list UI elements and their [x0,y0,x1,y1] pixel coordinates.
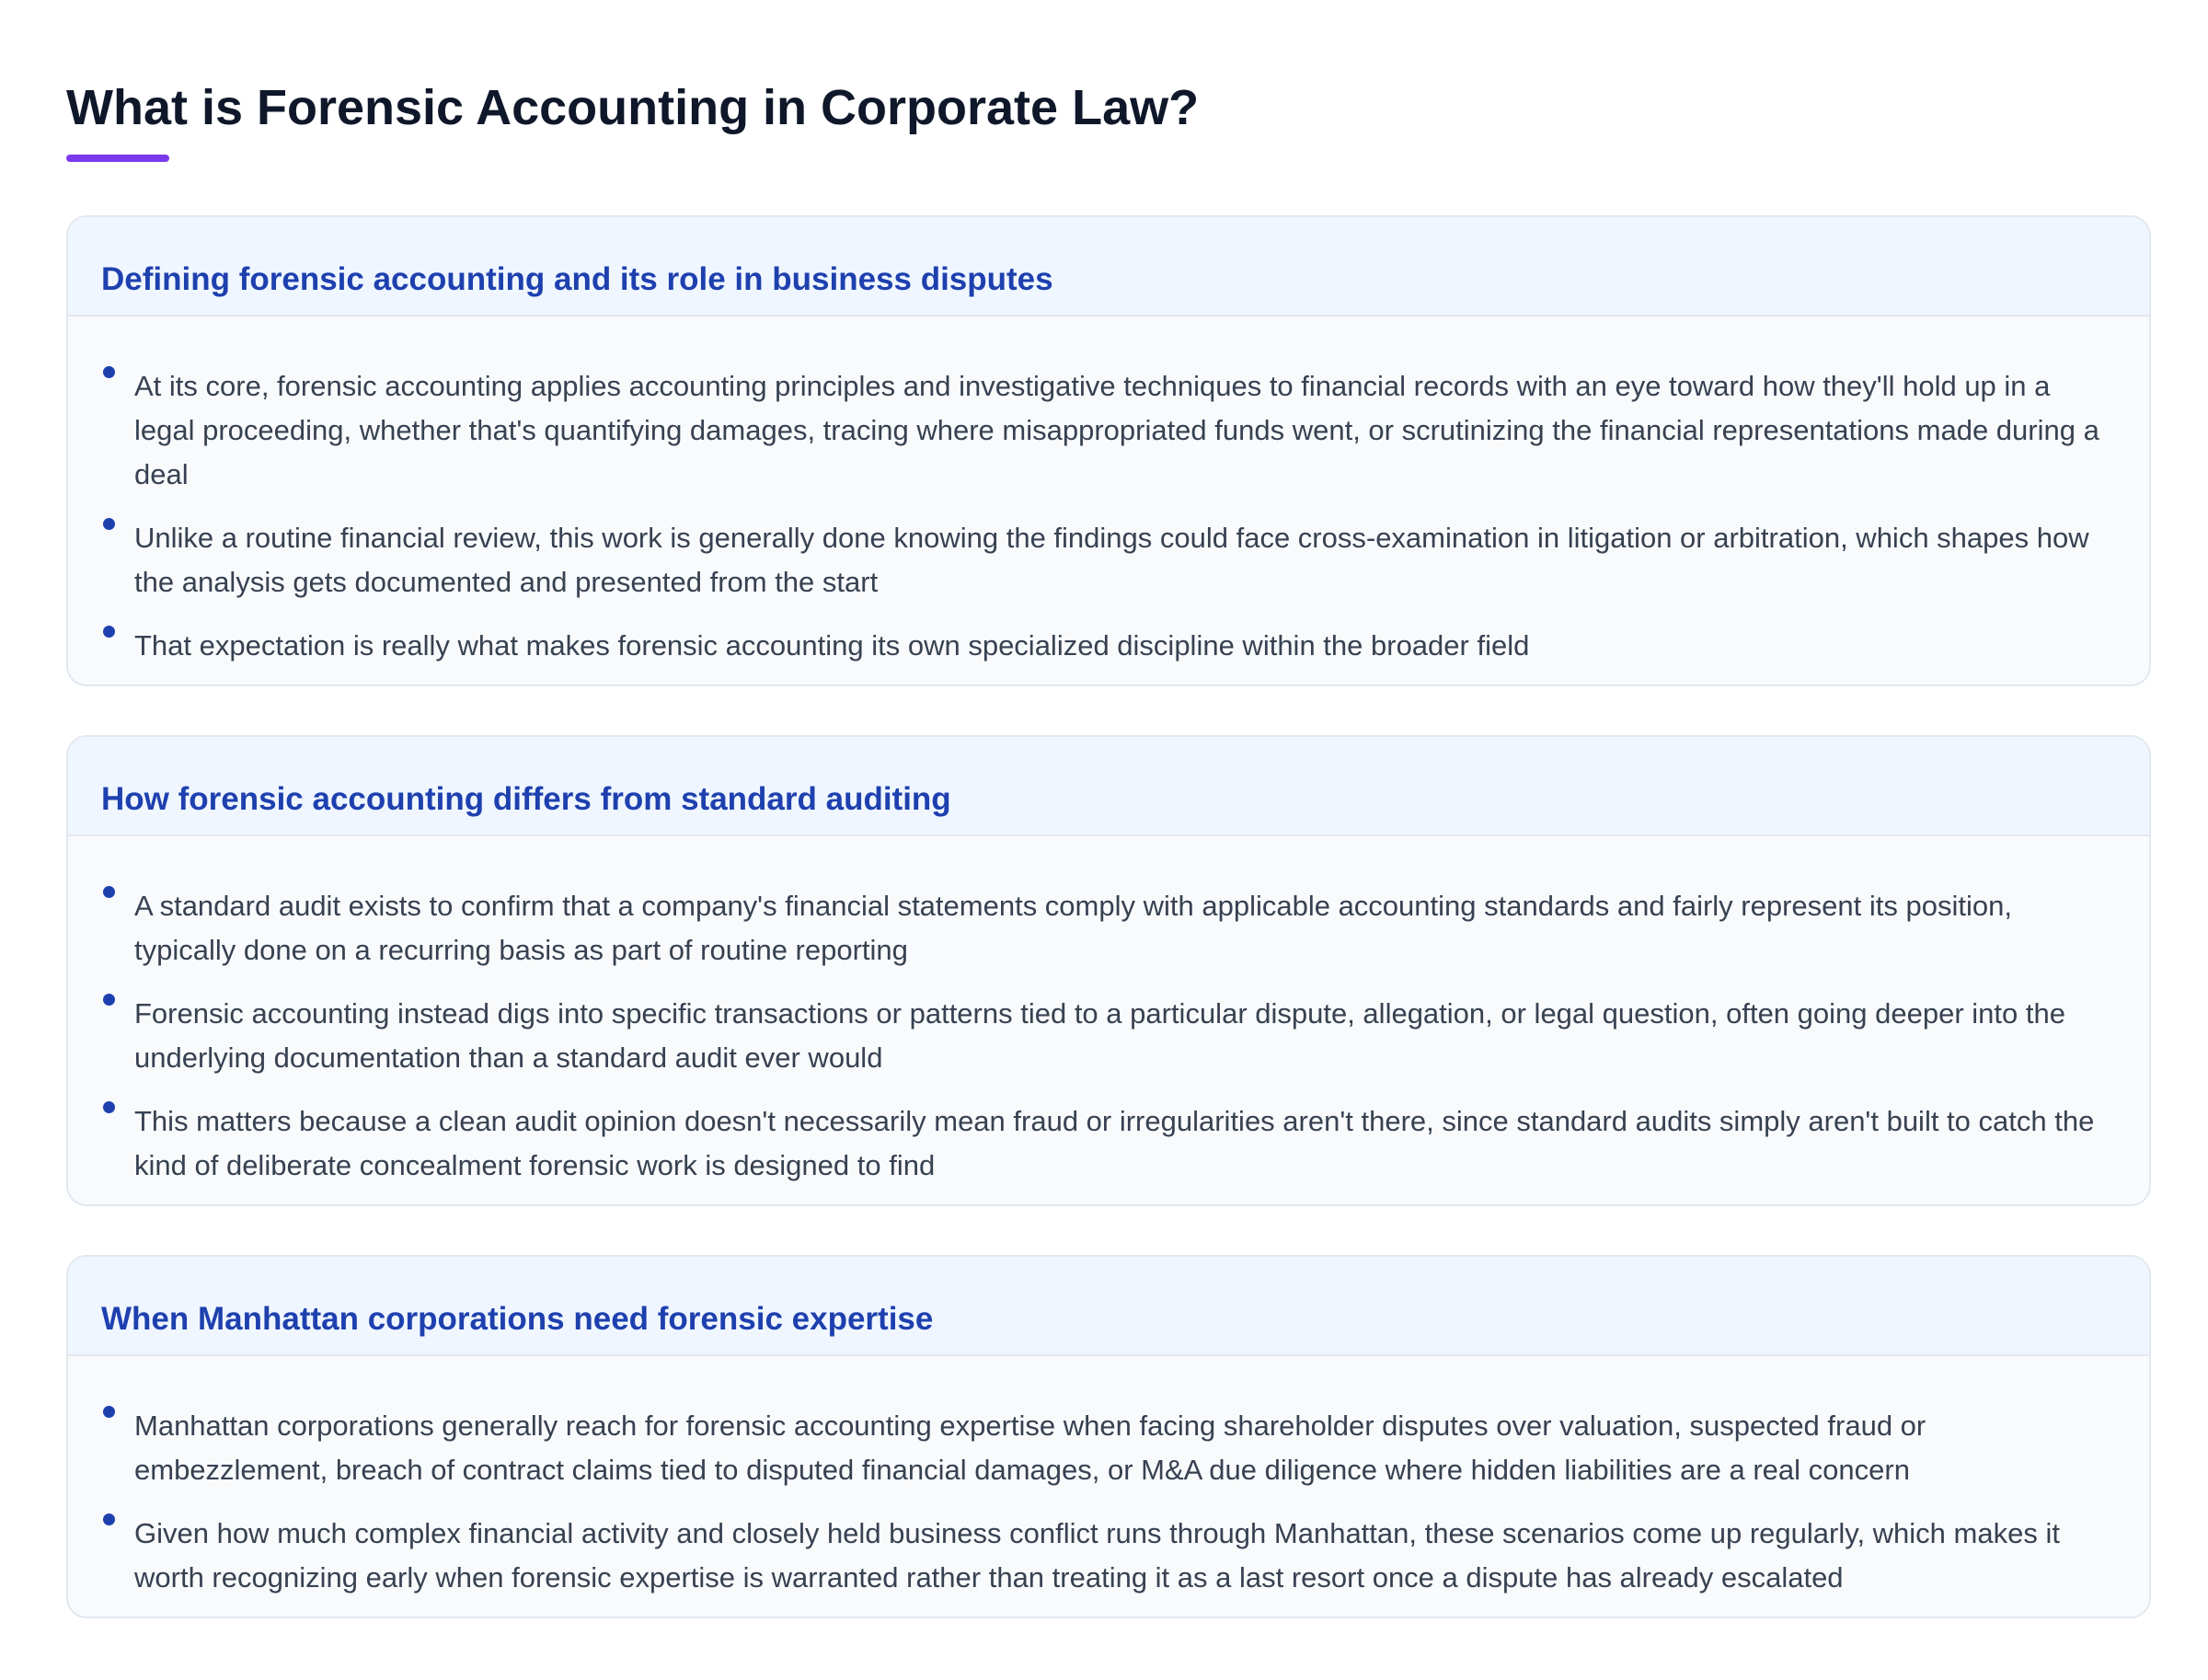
section-body [68,1356,2149,1617]
page-title: What is Forensic Accounting in Corporate Law? [66,80,1200,135]
bullet-item [101,1404,2116,1492]
bullet-dot-icon [103,1406,115,1418]
bullet-dot-icon [103,886,115,898]
section-header [68,1257,2149,1356]
bullet-text: Given how much complex financial activity and closely held business conflict runs through Manhattan, these scenarios come up regularly, which makes it worth recognizing early when forensic expertise is warranted rather than treating it as a last resort once a dispute has already escalated [134,1517,2060,1594]
section-body [68,316,2149,685]
section-card-manhattan [66,1255,2151,1618]
bullet-item [101,992,2116,1080]
bullet-dot-icon [103,1513,115,1525]
section-body [68,836,2149,1204]
section-header [68,737,2149,836]
bullet-text: At its core, forensic accounting applies accounting principles and investigative techniques to financial records with an eye toward how they'll hold up in a legal proceeding, whether that's quantifying damages, tracing where misappropriated funds went, or scrutinizing the financial representations made during a deal [134,370,2099,490]
section-card-defining [66,215,2151,686]
bullet-item [101,364,2116,497]
bullet-dot-icon [103,626,115,638]
section-card-auditing [66,735,2151,1206]
bullet-text: A standard audit exists to confirm that a company's financial statements comply with applicable accounting standards and fairly represent its position, typically done on a recurring basis as part of routine reporting [134,890,2012,966]
bullet-list [101,884,2116,1188]
bullet-text: This matters because a clean audit opinion doesn't necessarily mean fraud or irregularities aren't there, since standard audits simply aren't built to catch the kind of deliberate concealment forensic work is designed to find [134,1105,2095,1181]
bullet-item [101,624,2116,668]
bullet-dot-icon [103,366,115,378]
bullet-text: That expectation is really what makes forensic accounting its own specialized discipline within the broader field [134,629,1530,662]
bullet-dot-icon [103,1101,115,1113]
section-heading: When Manhattan corporations need forensic expertise [101,1301,934,1337]
bullet-item [101,1512,2116,1600]
section-list [66,215,2142,1618]
bullet-list [101,1404,2116,1600]
bullet-text: Unlike a routine financial review, this work is generally done knowing the findings could face cross-examination in litigation or arbitration, which shapes how the analysis gets documented and presented from the start [134,522,2089,598]
bullet-list [101,364,2116,668]
bullet-item [101,1099,2116,1188]
section-heading: Defining forensic accounting and its role in business disputes [101,261,1053,297]
bullet-text: Forensic accounting instead digs into specific transactions or patterns tied to a particular dispute, allegation, or legal question, often going deeper into the underlying documentation than a standard audit ever would [134,997,2065,1074]
bullet-dot-icon [103,994,115,1006]
bullet-text: Manhattan corporations generally reach for forensic accounting expertise when facing shareholder disputes over valuation, suspected fraud or embezzlement, breach of contract claims tied to disputed financial damages, or M&A due diligence where hidden liabilities are a real concern [134,1410,1926,1486]
bullet-item [101,516,2116,604]
title-accent-underline [66,155,169,162]
bullet-item [101,884,2116,972]
section-heading: How forensic accounting differs from standard auditing [101,781,951,817]
section-header [68,217,2149,316]
bullet-dot-icon [103,518,115,530]
